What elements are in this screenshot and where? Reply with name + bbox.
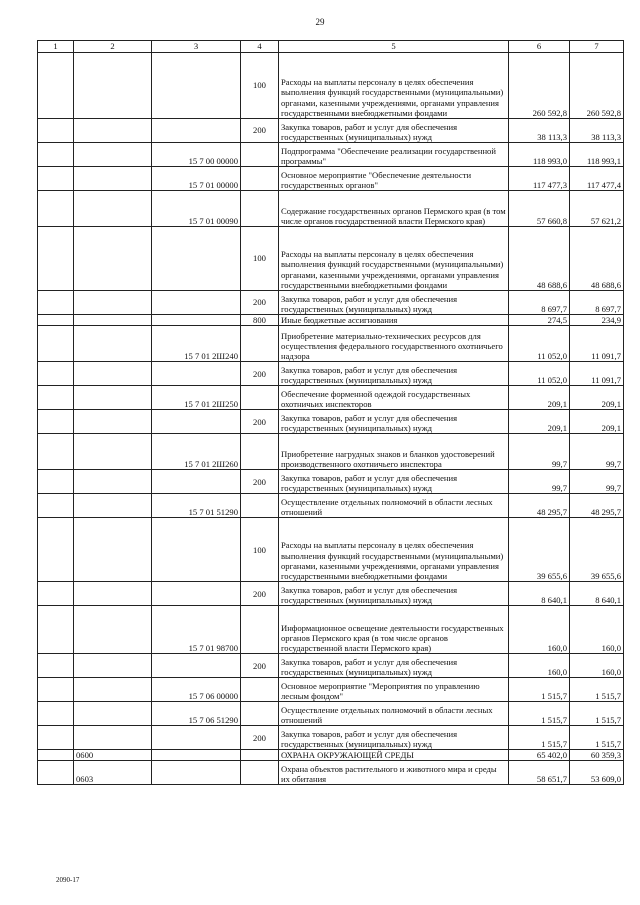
- table-row: [38, 726, 624, 750]
- amount-cell-7: 11 091,7: [570, 362, 624, 386]
- amount-cell-7: 11 091,7: [570, 326, 624, 362]
- target-article-cell: 15 7 00 00000: [152, 143, 241, 167]
- subsection-cell: [74, 53, 152, 119]
- expense-type-cell: [241, 606, 279, 654]
- section-cell: [38, 518, 74, 582]
- description-cell: Расходы на выплаты персоналу в целях обеспечения выполнения функций государственными (муниципальными) органами, казенными учреждениями, органами управления государственными внебюджетными фондами: [279, 53, 509, 119]
- amount-cell-7: 48 295,7: [570, 494, 624, 518]
- expense-type-cell: 200: [241, 291, 279, 315]
- subsection-cell: [74, 434, 152, 470]
- subsection-cell: [74, 362, 152, 386]
- target-article-cell: [152, 291, 241, 315]
- table-row: [38, 606, 624, 654]
- description-cell: Подпрограмма "Обеспечение реализации государственной программы": [279, 143, 509, 167]
- table-row: [38, 167, 624, 191]
- description-cell: Обеспечение форменной одеждой государственных охотничьих инспекторов: [279, 386, 509, 410]
- section-cell: [38, 494, 74, 518]
- subsection-cell: [74, 119, 152, 143]
- expense-type-cell: [241, 494, 279, 518]
- expense-type-cell: [241, 702, 279, 726]
- amount-cell-7: 8 697,7: [570, 291, 624, 315]
- amount-cell-7: 234,9: [570, 315, 624, 326]
- expense-type-cell: 200: [241, 582, 279, 606]
- header-cell-3: 3: [152, 41, 241, 53]
- expense-type-cell: 100: [241, 53, 279, 119]
- table-row: [38, 53, 624, 119]
- amount-cell-6: 99,7: [509, 434, 570, 470]
- amount-cell-6: 118 993,0: [509, 143, 570, 167]
- target-article-cell: 15 7 01 00000: [152, 167, 241, 191]
- description-cell: Закупка товаров, работ и услуг для обеспечения государственных (муниципальных) нужд: [279, 291, 509, 315]
- table-row: [38, 119, 624, 143]
- amount-cell-7: 209,1: [570, 410, 624, 434]
- subsection-cell: [74, 326, 152, 362]
- amount-cell-7: 117 477,4: [570, 167, 624, 191]
- target-article-cell: [152, 470, 241, 494]
- expense-type-cell: [241, 386, 279, 410]
- description-cell: Расходы на выплаты персоналу в целях обеспечения выполнения функций государственными (муниципальными) органами, казенными учреждениями, органами управления государственными внебюджетными фондами: [279, 227, 509, 291]
- target-article-cell: [152, 582, 241, 606]
- expense-type-cell: 200: [241, 119, 279, 143]
- amount-cell-7: 8 640,1: [570, 582, 624, 606]
- header-cell-1: 1: [38, 41, 74, 53]
- amount-cell-6: 38 113,3: [509, 119, 570, 143]
- amount-cell-7: 209,1: [570, 386, 624, 410]
- target-article-cell: 15 7 06 51290: [152, 702, 241, 726]
- expense-type-cell: 200: [241, 654, 279, 678]
- section-cell: [38, 291, 74, 315]
- subsection-cell: [74, 191, 152, 227]
- header-cell-2: 2: [74, 41, 152, 53]
- description-cell: Основное мероприятие "Обеспечение деятельности государственных органов": [279, 167, 509, 191]
- subsection-cell: [74, 606, 152, 654]
- header-cell-6: 6: [509, 41, 570, 53]
- target-article-cell: [152, 726, 241, 750]
- amount-cell-6: 8 640,1: [509, 582, 570, 606]
- amount-cell-7: 1 515,7: [570, 726, 624, 750]
- amount-cell-7: 260 592,8: [570, 53, 624, 119]
- subsection-cell: [74, 470, 152, 494]
- section-cell: [38, 227, 74, 291]
- target-article-cell: 15 7 01 2Ш260: [152, 434, 241, 470]
- table-row: [38, 582, 624, 606]
- section-cell: [38, 167, 74, 191]
- description-cell: Содержание государственных органов Пермского края (в том числе органов государственной власти Пермского края): [279, 191, 509, 227]
- amount-cell-6: 11 052,0: [509, 326, 570, 362]
- amount-cell-7: 53 609,0: [570, 761, 624, 785]
- target-article-cell: [152, 53, 241, 119]
- budget-table: [37, 40, 624, 785]
- section-cell: [38, 702, 74, 726]
- page-number: 29: [315, 17, 325, 27]
- section-cell: [38, 678, 74, 702]
- header-cell-5: 5: [279, 41, 509, 53]
- table-row: [38, 191, 624, 227]
- amount-cell-7: 39 655,6: [570, 518, 624, 582]
- amount-cell-7: 38 113,3: [570, 119, 624, 143]
- target-article-cell: [152, 362, 241, 386]
- header-cell-7: 7: [570, 41, 624, 53]
- section-cell: [38, 315, 74, 326]
- expense-type-cell: [241, 326, 279, 362]
- table-row: [38, 678, 624, 702]
- amount-cell-7: 160,0: [570, 654, 624, 678]
- amount-cell-6: 1 515,7: [509, 702, 570, 726]
- expense-type-cell: 200: [241, 362, 279, 386]
- amount-cell-7: 118 993,1: [570, 143, 624, 167]
- amount-cell-6: 160,0: [509, 606, 570, 654]
- amount-cell-6: 58 651,7: [509, 761, 570, 785]
- amount-cell-6: 274,5: [509, 315, 570, 326]
- description-cell: Закупка товаров, работ и услуг для обеспечения государственных (муниципальных) нужд: [279, 119, 509, 143]
- target-article-cell: [152, 654, 241, 678]
- section-cell: [38, 386, 74, 410]
- footer-code: 2090-17: [56, 876, 80, 884]
- table-row: [38, 654, 624, 678]
- subsection-cell: [74, 143, 152, 167]
- amount-cell-6: 1 515,7: [509, 678, 570, 702]
- description-cell: ОХРАНА ОКРУЖАЮЩЕЙ СРЕДЫ: [279, 750, 509, 761]
- table-row: [38, 761, 624, 785]
- table-row: [38, 518, 624, 582]
- description-cell: Основное мероприятие "Мероприятия по управлению лесным фондом": [279, 678, 509, 702]
- amount-cell-6: 48 295,7: [509, 494, 570, 518]
- subsection-cell: [74, 291, 152, 315]
- description-cell: Закупка товаров, работ и услуг для обеспечения государственных (муниципальных) нужд: [279, 362, 509, 386]
- target-article-cell: 15 7 06 00000: [152, 678, 241, 702]
- table-row: [38, 702, 624, 726]
- amount-cell-6: 117 477,3: [509, 167, 570, 191]
- amount-cell-7: 1 515,7: [570, 678, 624, 702]
- subsection-cell: [74, 654, 152, 678]
- table-row: [38, 326, 624, 362]
- description-cell: Закупка товаров, работ и услуг для обеспечения государственных (муниципальных) нужд: [279, 470, 509, 494]
- section-cell: [38, 326, 74, 362]
- amount-cell-7: 48 688,6: [570, 227, 624, 291]
- description-cell: Приобретение нагрудных знаков и бланков удостоверений производственного охотничьего инспектора: [279, 434, 509, 470]
- subsection-cell: 0600: [74, 750, 152, 761]
- amount-cell-6: 11 052,0: [509, 362, 570, 386]
- expense-type-cell: [241, 678, 279, 702]
- table-row: [38, 362, 624, 386]
- expense-type-cell: [241, 191, 279, 227]
- table-row: [38, 434, 624, 470]
- section-cell: [38, 410, 74, 434]
- target-article-cell: 15 7 01 2Ш250: [152, 386, 241, 410]
- section-cell: [38, 143, 74, 167]
- expense-type-cell: [241, 750, 279, 761]
- amount-cell-6: 48 688,6: [509, 227, 570, 291]
- section-cell: [38, 654, 74, 678]
- section-cell: [38, 470, 74, 494]
- amount-cell-6: 260 592,8: [509, 53, 570, 119]
- target-article-cell: [152, 761, 241, 785]
- target-article-cell: 15 7 01 98700: [152, 606, 241, 654]
- target-article-cell: 15 7 01 51290: [152, 494, 241, 518]
- section-cell: [38, 119, 74, 143]
- subsection-cell: [74, 315, 152, 326]
- table-row: [38, 386, 624, 410]
- description-cell: Иные бюджетные ассигнования: [279, 315, 509, 326]
- header-cell-4: 4: [241, 41, 279, 53]
- section-cell: [38, 606, 74, 654]
- table-row: [38, 494, 624, 518]
- table-row: [38, 315, 624, 326]
- description-cell: Информационное освещение деятельности государственных органов Пермского края (в том числе органов государственной власти Пермского края): [279, 606, 509, 654]
- amount-cell-6: 1 515,7: [509, 726, 570, 750]
- section-cell: [38, 191, 74, 227]
- target-article-cell: [152, 119, 241, 143]
- amount-cell-6: 57 660,8: [509, 191, 570, 227]
- section-cell: [38, 53, 74, 119]
- description-cell: Приобретение материально-технических ресурсов для осуществления федерального государственного охотничьего надзора: [279, 326, 509, 362]
- description-cell: Закупка товаров, работ и услуг для обеспечения государственных (муниципальных) нужд: [279, 726, 509, 750]
- subsection-cell: [74, 518, 152, 582]
- amount-cell-6: 8 697,7: [509, 291, 570, 315]
- description-cell: Закупка товаров, работ и услуг для обеспечения государственных (муниципальных) нужд: [279, 410, 509, 434]
- table-row: [38, 470, 624, 494]
- subsection-cell: [74, 726, 152, 750]
- description-cell: Закупка товаров, работ и услуг для обеспечения государственных (муниципальных) нужд: [279, 654, 509, 678]
- expense-type-cell: [241, 434, 279, 470]
- section-cell: [38, 362, 74, 386]
- table-row: [38, 227, 624, 291]
- subsection-cell: [74, 410, 152, 434]
- amount-cell-6: 99,7: [509, 470, 570, 494]
- expense-type-cell: [241, 167, 279, 191]
- table-row: [38, 291, 624, 315]
- table-row: [38, 750, 624, 761]
- target-article-cell: [152, 315, 241, 326]
- table-row: [38, 143, 624, 167]
- amount-cell-7: 99,7: [570, 434, 624, 470]
- amount-cell-6: 39 655,6: [509, 518, 570, 582]
- expense-type-cell: 800: [241, 315, 279, 326]
- expense-type-cell: 200: [241, 726, 279, 750]
- expense-type-cell: 100: [241, 518, 279, 582]
- amount-cell-6: 65 402,0: [509, 750, 570, 761]
- amount-cell-6: 160,0: [509, 654, 570, 678]
- amount-cell-7: 60 359,3: [570, 750, 624, 761]
- expense-type-cell: [241, 761, 279, 785]
- expense-type-cell: [241, 143, 279, 167]
- amount-cell-6: 209,1: [509, 410, 570, 434]
- description-cell: Охрана объектов растительного и животного мира и среды их обитания: [279, 761, 509, 785]
- amount-cell-7: 99,7: [570, 470, 624, 494]
- subsection-cell: [74, 386, 152, 410]
- amount-cell-7: 160,0: [570, 606, 624, 654]
- subsection-cell: [74, 702, 152, 726]
- amount-cell-7: 1 515,7: [570, 702, 624, 726]
- subsection-cell: 0603: [74, 761, 152, 785]
- target-article-cell: [152, 518, 241, 582]
- description-cell: Закупка товаров, работ и услуг для обеспечения государственных (муниципальных) нужд: [279, 582, 509, 606]
- amount-cell-6: 209,1: [509, 386, 570, 410]
- section-cell: [38, 582, 74, 606]
- section-cell: [38, 750, 74, 761]
- subsection-cell: [74, 494, 152, 518]
- subsection-cell: [74, 227, 152, 291]
- section-cell: [38, 726, 74, 750]
- target-article-cell: [152, 227, 241, 291]
- target-article-cell: 15 7 01 2Ш240: [152, 326, 241, 362]
- target-article-cell: [152, 750, 241, 761]
- expense-type-cell: 200: [241, 470, 279, 494]
- target-article-cell: [152, 410, 241, 434]
- description-cell: Расходы на выплаты персоналу в целях обеспечения выполнения функций государственными (муниципальными) органами, казенными учреждениями, органами управления государственными внебюджетными фондами: [279, 518, 509, 582]
- target-article-cell: 15 7 01 00090: [152, 191, 241, 227]
- subsection-cell: [74, 167, 152, 191]
- description-cell: Осуществление отдельных полномочий в области лесных отношений: [279, 702, 509, 726]
- description-cell: Осуществление отдельных полномочий в области лесных отношений: [279, 494, 509, 518]
- amount-cell-7: 57 621,2: [570, 191, 624, 227]
- table-header-row: [38, 41, 624, 53]
- expense-type-cell: 100: [241, 227, 279, 291]
- expense-type-cell: 200: [241, 410, 279, 434]
- section-cell: [38, 434, 74, 470]
- table-row: [38, 410, 624, 434]
- section-cell: [38, 761, 74, 785]
- subsection-cell: [74, 678, 152, 702]
- subsection-cell: [74, 582, 152, 606]
